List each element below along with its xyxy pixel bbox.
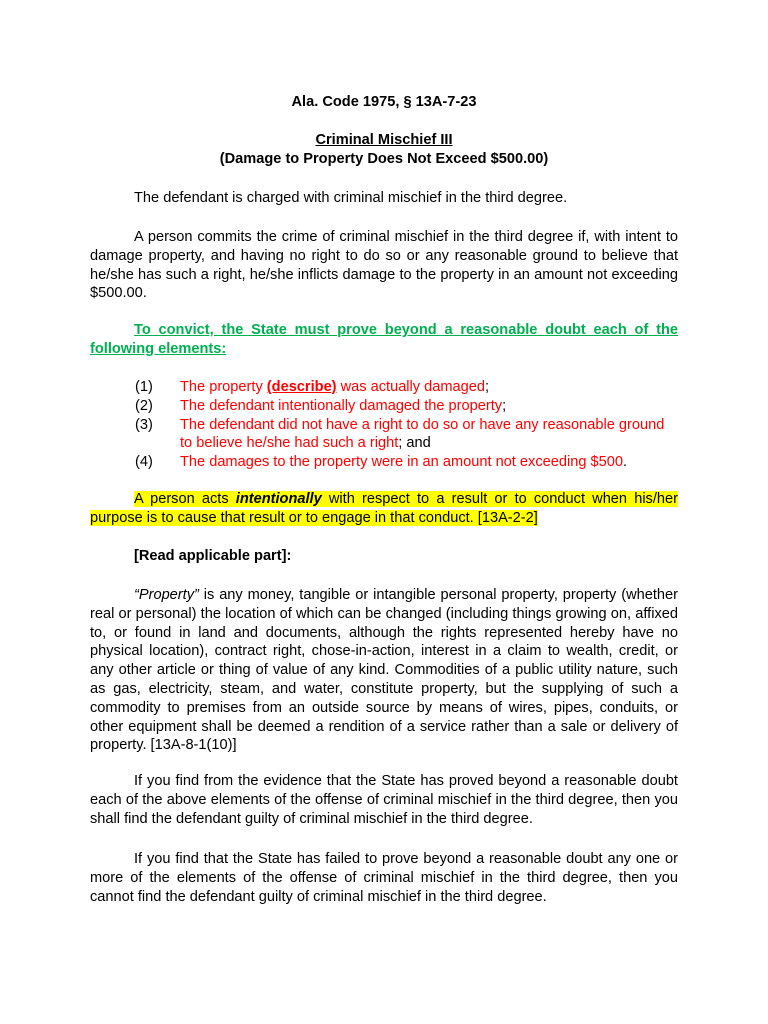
charge-paragraph: The defendant is charged with criminal mischief in the third degree. <box>134 190 568 206</box>
element-number: (3) <box>135 416 153 433</box>
element-number: (1) <box>135 379 153 395</box>
element-number: (4) <box>135 454 153 471</box>
element-item <box>135 378 680 397</box>
element-text: The defendant did not have a right to do so or have any reasonable ground to believe he/she had such a right; and <box>180 416 665 452</box>
statute-citation: Ala. Code 1975, § 13A-7-23 <box>291 94 477 110</box>
charge-title: Criminal Mischief III <box>315 132 453 148</box>
describe-placeholder: (describe) <box>266 379 337 395</box>
element-text: The defendant intentionally damaged the property; <box>180 397 507 414</box>
element-text: The property (describe) was actually damaged; <box>180 379 490 395</box>
element-text: The damages to the property were in an amount not exceeding $500. <box>180 454 628 471</box>
definition-paragraph: A person commits the crime of criminal mischief in the third degree if, with intent to damage property, and having no right to do so or any reasonable ground to believe that he/she has such a right, he/she inflicts damage to the property in an amount not exceeding $500.00. <box>90 229 678 302</box>
element-item <box>135 453 680 472</box>
property-definition: “Property” is any money, tangible or intangible personal property, property (whether real or personal) the location of which can be changed (including things growing on, affixed to, or found in land and documents, although the rights represented hereby have no physical location), contract right, chose-in-action, interest in a claim to wealth, credit, or any other article or thing of value of any kind. Commodities of a public utility nature, such as gas, electricity, steam, and water, constitute property, but the supplying of such a commodity to premises from an outside source by means of wires, pipes, conduits, or other equipment shall be deemed a rendition of a service rather than a sale or delivery of property. [13A-8-1(10)] <box>90 587 678 754</box>
read-applicable-note: [Read applicable part]: <box>134 548 292 564</box>
elements-intro: To convict, the State must prove beyond a reasonable doubt each of the following elements: <box>90 322 678 357</box>
guilty-instruction: If you find from the evidence that the State has proved beyond a reasonable doubt each of the above elements of the offense of criminal mischief in the third degree, then you shall find the defendant guilty of criminal mischief in the third degree. <box>90 773 678 827</box>
element-number: (2) <box>135 397 153 414</box>
elements-list <box>135 378 680 472</box>
element-item <box>135 416 680 454</box>
highlighted-text: A person acts intentionally with respect to a result or to conduct when his/her purpose is to cause that result or to engage in that conduct. [13A-2-2] <box>90 491 679 526</box>
charge-subtitle: (Damage to Property Does Not Exceed $500.00) <box>219 151 549 167</box>
not-guilty-instruction: If you find that the State has failed to prove beyond a reasonable doubt any one or more of the elements of the offense of criminal mischief in the third degree, then you cannot find the defendant guilty of criminal mischief in the third degree. <box>90 851 678 905</box>
element-item <box>135 397 680 416</box>
intentionally-term: intentionally <box>235 491 322 507</box>
property-term: “Property” <box>134 587 199 603</box>
intent-definition <box>90 490 678 528</box>
